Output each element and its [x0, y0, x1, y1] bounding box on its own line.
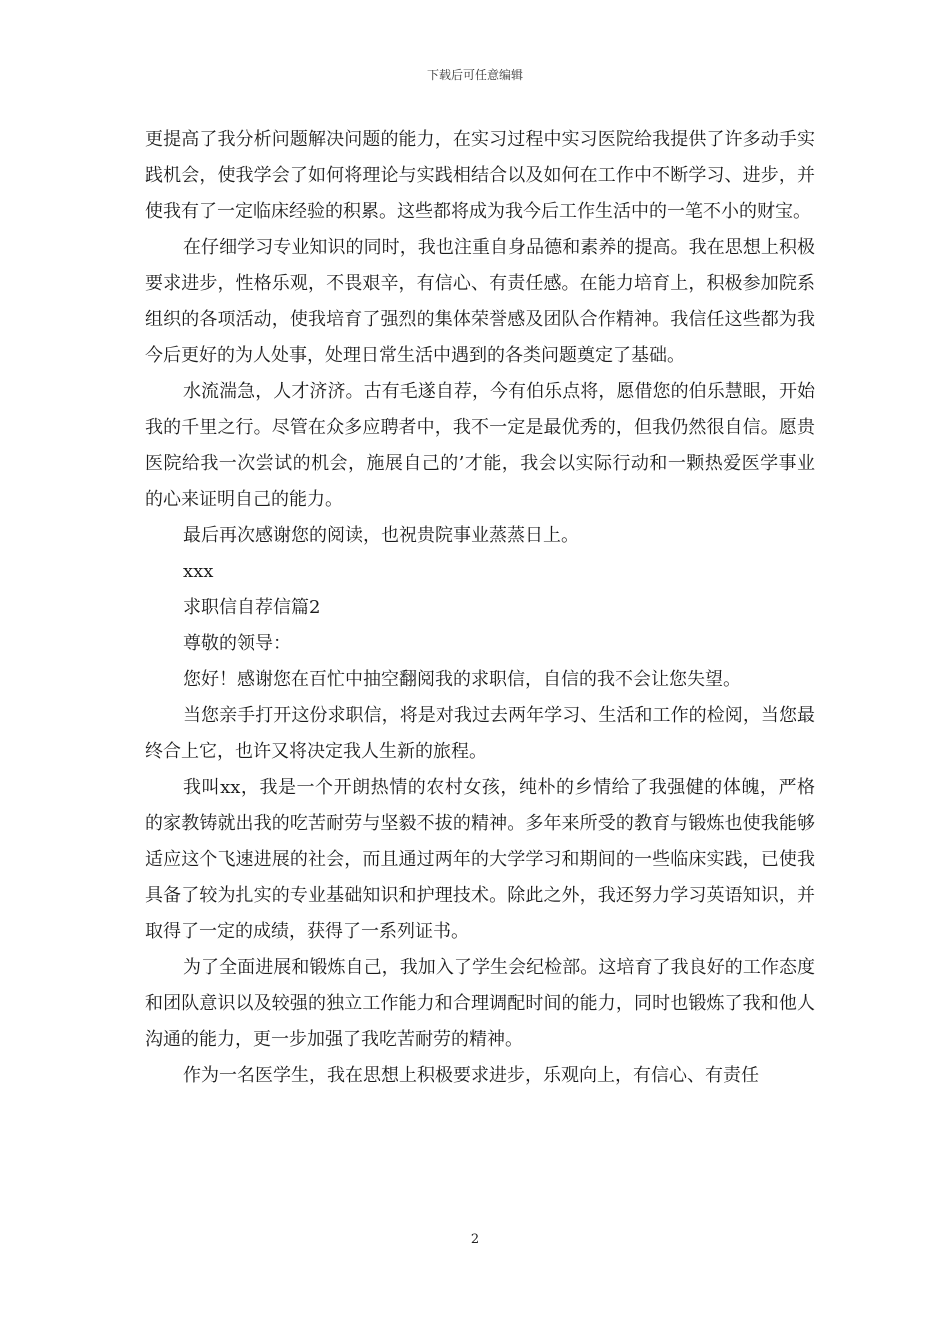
paragraph: 最后再次感谢您的阅读，也祝贵院事业蒸蒸日上。 — [183, 525, 579, 546]
salutation: 尊敬的领导： — [183, 633, 291, 654]
paragraph: 作为一名医学生，我在思想上积极要求进步，乐观向上，有信心、有责任 — [183, 1065, 759, 1086]
page-header: 下载后可任意编辑 — [426, 68, 523, 82]
document-body — [145, 122, 815, 1094]
paragraph: 为了全面进展和锻炼自己，我加入了学生会纪检部。这培育了我良好的工作态度和团队意识以及较强的独立工作能力和合理调配时间的能力，同时也锻炼了我和他人沟通的能力，更一步加强了我吃苦耐劳的精神。 — [145, 957, 815, 1050]
paragraph: 我叫xx，我是一个开朗热情的农村女孩，纯朴的乡情给了我强健的体魄，严格的家教铸就出我的吃苦耐劳与坚毅不拔的精神。多年来所受的教育与锻炼也使我能够适应这个飞速进展的社会，而且通过两年的大学学习和期间的一些临床实践，已使我具备了较为扎实的专业基础知识和护理技术。除此之外，我还努力学习英语知识，并取得了一定的成绩，获得了一系列证书。 — [145, 777, 815, 942]
paragraph: 当您亲手打开这份求职信，将是对我过去两年学习、生活和工作的检阅，当您最终合上它，也许又将决定我人生新的旅程。 — [145, 705, 815, 762]
paragraph: 水流湍急，人才济济。古有毛遂自荐，今有伯乐点将，愿借您的伯乐慧眼，开始我的千里之行。尽管在众多应聘者中，我不一定是最优秀的，但我仍然很自信。愿贵医院给我一次尝试的机会，施展自己的’才能，我会以实际行动和一颗热爱医学事业的心来证明自己的能力。 — [145, 381, 815, 510]
page-number: 2 — [470, 1232, 480, 1247]
paragraph: 在仔细学习专业知识的同时，我也注重自身品德和素养的提高。我在思想上积极要求进步，性格乐观，不畏艰辛，有信心、有责任感。在能力培育上，积极参加院系组织的各项活动，使我培育了强烈的集体荣誉感及团队合作精神。我信任这些都为我今后更好的为人处事，处理日常生活中遇到的各类问题奠定了基础。 — [145, 237, 815, 366]
section-title: 求职信自荐信篇2 — [183, 597, 321, 618]
paragraph: 更提高了我分析问题解决问题的能力，在实习过程中实习医院给我提供了许多动手实践机会，使我学会了如何将理论与实践相结合以及如何在工作中不断学习、进步，并使我有了一定临床经验的积累。这些都将成为我今后工作生活中的一笔不小的财宝。 — [145, 129, 815, 222]
greeting: 您好！感谢您在百忙中抽空翻阅我的求职信，自信的我不会让您失望。 — [183, 669, 741, 690]
signature-placeholder: xxx — [183, 561, 214, 582]
